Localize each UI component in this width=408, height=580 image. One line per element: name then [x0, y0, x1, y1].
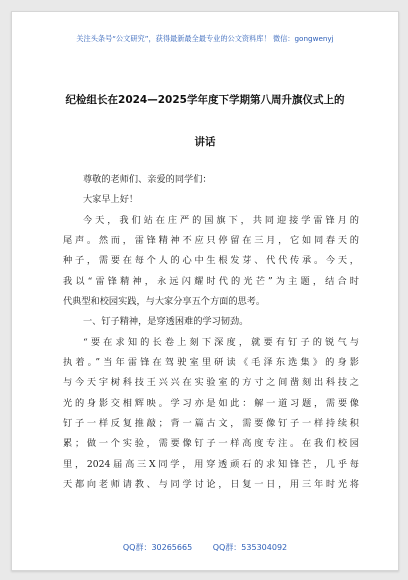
- document-title-line-1: 纪检组长在2024—2025学年度下学期第八周升旗仪式上的: [65, 94, 345, 106]
- header-banner: 关注头条号“公文研究”，获得最新最全最专业的公文资料库！ 微信：gongwenyj: [76, 34, 334, 43]
- paragraph-line: 累；做一个实验，需要像钉子一样高度专注。在我们校园: [63, 438, 359, 450]
- greeting-line: 大家早上好！: [83, 194, 139, 206]
- body-text: [63, 170, 359, 496]
- paragraph-line: 天都向老师请教、与同学讨论，日复一日，用三年时光将: [63, 479, 359, 491]
- salutation-line: 尊敬的老师们、亲爱的同学们：: [83, 174, 212, 185]
- paragraph-line: 代典型和校园实践，与大家分享五个方面的思考。: [63, 296, 266, 308]
- paragraph-line: 尾声。然而，雷锋精神不应只停留在三月，它如同春天的: [63, 235, 359, 247]
- footer-qq-group-1: QQ群：30265665: [122, 543, 193, 552]
- paragraph-line: 与今天宇树科技王兴兴在实验室的方寸之间凿刻出科技之: [63, 377, 359, 389]
- section-heading-1: 一、钉子精神，是穿透困难的学习韧劲。: [83, 316, 249, 328]
- paragraph-line: “要在求知的长卷上刻下深度，就要有钉子的锐气与: [83, 336, 359, 348]
- paragraph-line: 我以“雷锋精神，永远闪耀时代的光芒”为主题，结合时: [63, 275, 359, 287]
- paragraph-line: 种子，需要在每个人的心中生根发芽、代代传承。今天，: [63, 255, 359, 267]
- paragraph-line: 光的身影交相辉映。学习亦是如此：解一道习题，需要像: [63, 397, 359, 409]
- paragraph-line: 执着。”当年雷锋在驾驶室里研读《毛泽东选集》的身影: [63, 357, 359, 369]
- document-title-line-2: 讲话: [194, 136, 216, 148]
- paragraph-line: 里，2024届高三X同学，用穿透顽石的求知锋芒，几乎每: [63, 458, 359, 470]
- paragraph-line: 钉子一样反复推敲；背一篇古文，需要像钉子一样持续积: [63, 418, 359, 430]
- document-page: [11, 11, 399, 571]
- footer-qq-group-2: QQ群：535304092: [212, 543, 288, 552]
- paragraph-line: 今天，我们站在庄严的国旗下，共同迎接学雷锋月的: [83, 214, 359, 226]
- footer: [12, 542, 398, 553]
